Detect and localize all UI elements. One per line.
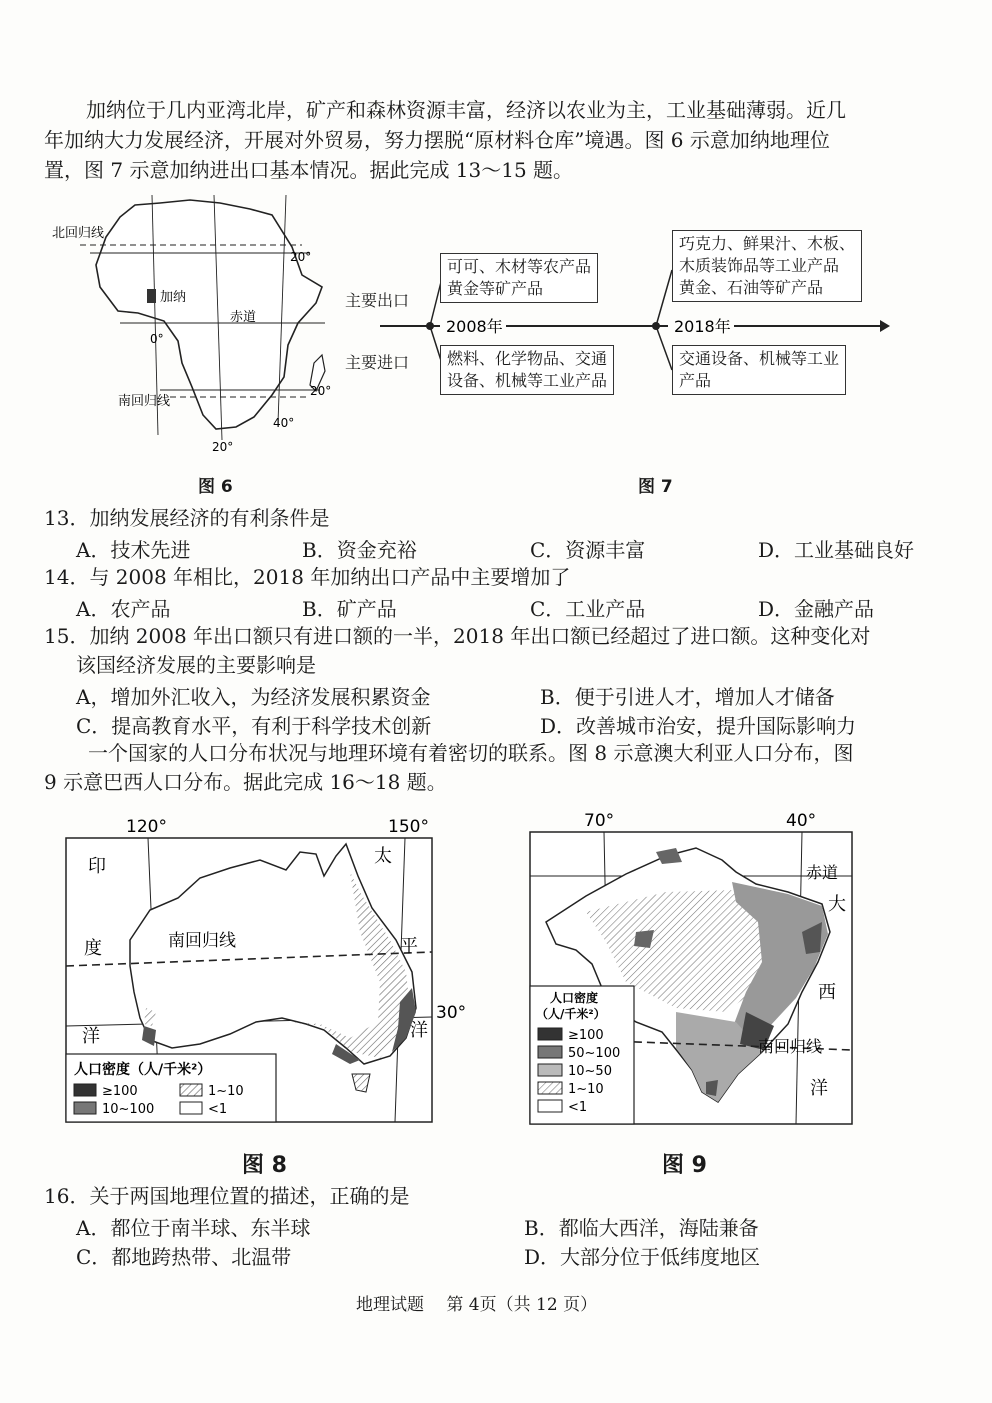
- fig9-legend-1-10: 1~10: [568, 1082, 604, 1097]
- q15-option-a: A，增加外汇收入，为经济发展积累资金: [76, 685, 431, 709]
- fig9-tropic-label: 南回归线: [758, 1037, 823, 1056]
- export-2008-line1: 可可、木材等农产品: [447, 257, 592, 276]
- import-2018-box: [672, 345, 846, 395]
- fig8-legend-10-100: 10~100: [102, 1102, 155, 1117]
- export-2018-line3: 黄金、石油等矿产品: [679, 278, 824, 297]
- fig8-yang2: 洋: [410, 1020, 428, 1041]
- fig8-legend-1-10: 1~10: [208, 1084, 244, 1099]
- q15-option-b: B．便于引进人才，增加人才储备: [540, 685, 835, 709]
- q13-stem: 13．加纳发展经济的有利条件是: [44, 506, 330, 530]
- fig9-legend-100: ≥100: [568, 1028, 604, 1043]
- export-label: 主要出口: [345, 291, 410, 310]
- fig8-australia-map: [60, 812, 467, 1132]
- lon0-label: 0°: [150, 332, 164, 346]
- q14-option-a: A．农产品: [76, 597, 171, 621]
- fig8-legend-lt1: <1: [208, 1102, 228, 1117]
- q14-stem: 14．与 2008 年相比，2018 年加纳出口产品中主要增加了: [44, 565, 571, 589]
- fig9-legend-title1: 人口密度: [550, 991, 599, 1005]
- q15-stem-line2: 该国经济发展的主要影响是: [76, 653, 316, 677]
- q16-option-b: B．都临大西洋，海陆兼备: [524, 1216, 759, 1240]
- fig8-caption: 图 8: [242, 1153, 287, 1178]
- fig6-caption: 图 6: [198, 477, 233, 497]
- q14-option-b: B．矿产品: [302, 597, 397, 621]
- equator-label: 赤道: [230, 310, 257, 325]
- import-2008-box: [440, 345, 614, 395]
- tropic-capricorn-label: 南回归线: [118, 394, 171, 409]
- lon20-label: 20°: [310, 384, 332, 398]
- fig8-tropic-label: 南回归线: [168, 931, 236, 951]
- intro1-line3: 置，图 7 示意加纳进出口基本情况。据此完成 13～15 题。: [44, 158, 574, 182]
- export-2018-line2: 木质装饰品等工业产品: [679, 256, 840, 275]
- lat20s-label: 20°: [212, 440, 234, 454]
- intro2-line2: 9 示意巴西人口分布。据此完成 16～18 题。: [44, 770, 447, 794]
- tropic-cancer-label: 北回归线: [52, 226, 105, 241]
- q14-option-c: C．工业产品: [530, 597, 646, 621]
- q15-option-c: C．提高教育水平，有利于科学技术创新: [76, 714, 432, 738]
- import-2008-line1: 燃料、化学物品、交通: [447, 349, 608, 368]
- fig8-tai: 太: [374, 846, 392, 867]
- fig8-ping: 平: [400, 936, 418, 957]
- fig8-legend-title: 人口密度（人/千米²）: [74, 1062, 212, 1078]
- fig7-caption: 图 7: [638, 477, 673, 497]
- fig9-lon40: 40°: [786, 811, 817, 831]
- ghana-marker: [147, 289, 156, 303]
- fig9-xi: 西: [818, 982, 836, 1003]
- lat20n-label: 20°: [290, 250, 312, 264]
- fig9-legend-10-50: 10~50: [568, 1064, 612, 1079]
- intro1-line2: 年加纳大力发展经济，开展对外贸易，努力摆脱“原材料仓库”境遇。图 6 示意加纳地理位: [44, 128, 830, 152]
- fig9-legend-title2: （人/千米²）: [536, 1007, 606, 1021]
- intro1-line1: 加纳位于几内亚湾北岸，矿产和森林资源丰富，经济以农业为主，工业基础薄弱。近几: [86, 98, 846, 122]
- fig8-lon120: 120°: [126, 817, 167, 837]
- fig9-legend-50-100: 50~100: [568, 1046, 621, 1061]
- q16-option-a: A．都位于南半球、东半球: [76, 1216, 311, 1240]
- q13-option-d: D．工业基础良好: [758, 538, 915, 562]
- fig9-equator: 赤道: [806, 863, 839, 882]
- year-2018: 2018年: [674, 317, 731, 336]
- q15-option-d: D．改善城市治安，提升国际影响力: [540, 714, 857, 738]
- fig8-lon150: 150°: [388, 817, 429, 837]
- fig8-lat30: 30°: [436, 1003, 467, 1023]
- year-2008: 2008年: [446, 317, 503, 336]
- q13-option-a: A．技术先进: [76, 538, 191, 562]
- fig8-yang: 洋: [82, 1026, 100, 1047]
- export-2008-box: [440, 253, 598, 303]
- q15-stem-line1: 15．加纳 2008 年出口额只有进口额的一半，2018 年出口额已经超过了进口额。这种变化对: [44, 624, 871, 648]
- q13-option-b: B．资金充裕: [302, 538, 417, 562]
- fig9-da: 大: [828, 894, 846, 915]
- fig6-africa-map: [40, 195, 340, 455]
- lon40-label: 40°: [273, 416, 295, 430]
- fig9-yang: 洋: [810, 1078, 828, 1099]
- fig9-lon70: 70°: [584, 811, 615, 831]
- fig9-brazil-map: [526, 812, 856, 1132]
- import-2008-line2: 设备、机械等工业产品: [447, 371, 608, 390]
- ghana-label: 加纳: [160, 290, 187, 305]
- page-footer: 地理试题 第 4页（共 12 页）: [356, 1295, 598, 1315]
- fig8-legend-100: ≥100: [102, 1084, 138, 1099]
- export-2018-box: [672, 230, 862, 302]
- q14-option-d: D．金融产品: [758, 597, 875, 621]
- fig8-yin: 印: [88, 856, 106, 877]
- export-2018-line1: 巧克力、鲜果汁、木板、: [679, 234, 856, 253]
- export-2008-line2: 黄金等矿产品: [447, 279, 544, 298]
- import-2018-line2: 产品: [679, 371, 712, 390]
- q16-option-c: C．都地跨热带、北温带: [76, 1245, 292, 1269]
- fig9-caption: 图 9: [662, 1153, 707, 1178]
- fig8-du: 度: [84, 938, 102, 959]
- import-label: 主要进口: [345, 353, 410, 372]
- q16-stem: 16．关于两国地理位置的描述，正确的是: [44, 1184, 410, 1208]
- import-2018-line1: 交通设备、机械等工业: [679, 349, 840, 368]
- intro2-line1: 一个国家的人口分布状况与地理环境有着密切的联系。图 8 示意澳大利亚人口分布，图: [88, 741, 854, 765]
- fig9-legend-lt1: <1: [568, 1100, 588, 1115]
- q13-option-c: C．资源丰富: [530, 538, 646, 562]
- q16-option-d: D．大部分位于低纬度地区: [524, 1245, 761, 1269]
